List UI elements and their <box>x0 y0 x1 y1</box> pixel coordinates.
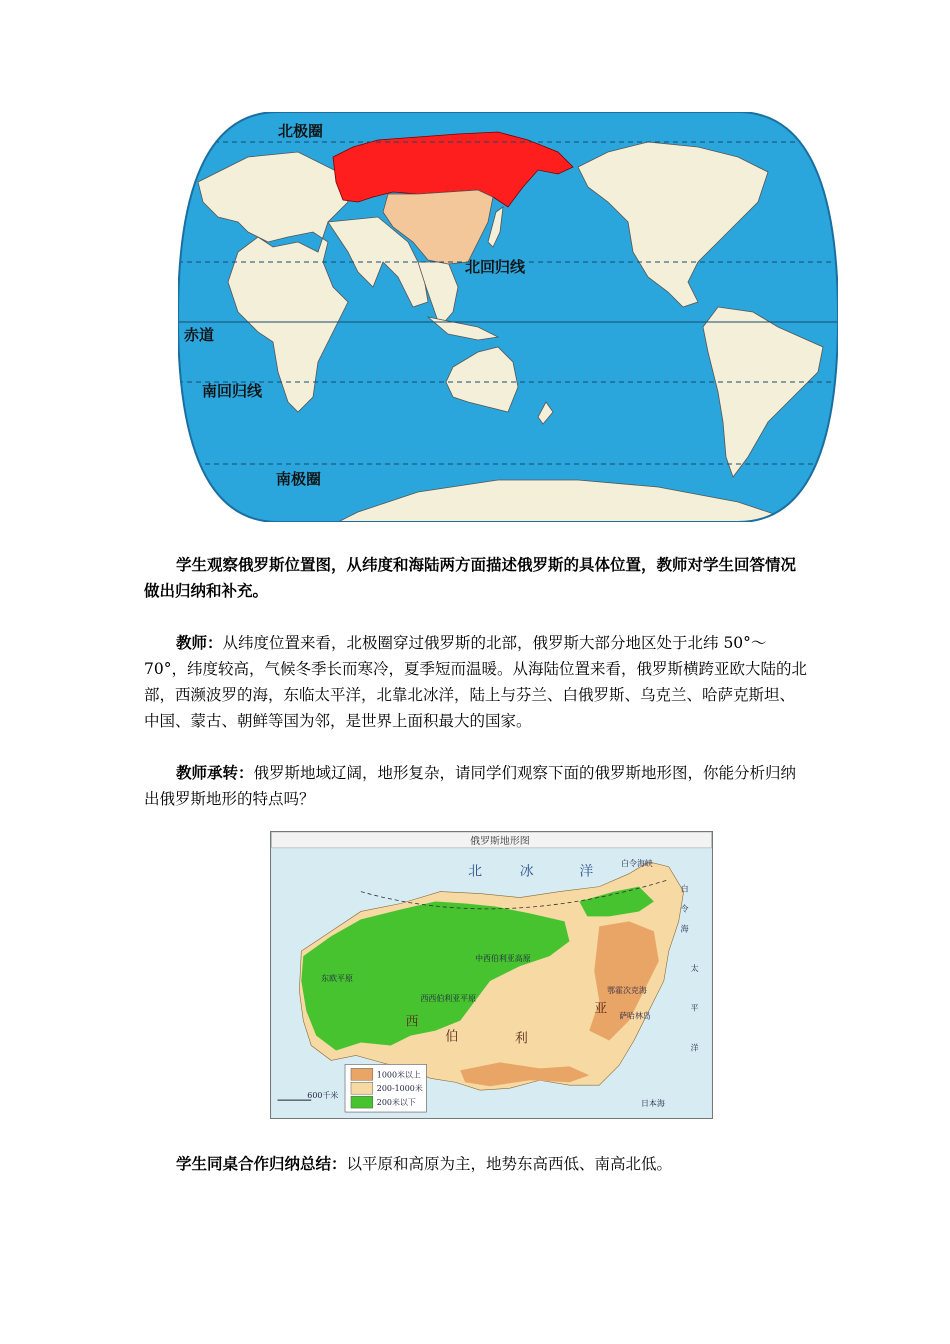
sakhalin-label: 萨哈林岛 <box>619 1011 651 1021</box>
pacific-label-1: 太 <box>690 964 699 974</box>
summary-label: 学生同桌合作归纳总结： <box>176 1154 347 1173</box>
russia-terrain-map <box>270 831 713 1119</box>
east-europe-plain-label: 东欧平原 <box>321 973 353 983</box>
legend-label-mid: 200-1000米 <box>376 1084 423 1094</box>
scale-label: 600千米 <box>307 1091 339 1101</box>
paragraph-summary <box>144 1151 809 1177</box>
japan-sea-label: 日本海 <box>640 1099 665 1109</box>
teacher-text: 从纬度位置来看，北极圈穿过俄罗斯的北部，俄罗斯大部分地区处于北纬 50°～70°，纬度较高，气候冬季长而寒冷，夏季短而温暖。从海陆位置来看，俄罗斯横跨亚欧大陆的北部，西濒波罗的海，东临太平洋，北靠北冰洋，陆上与芬兰、白俄罗斯、乌克兰、哈萨克斯坦、中国、蒙古、朝鲜等国为邻，是世界上面积最大的国家。 <box>144 634 807 730</box>
legend-swatch-mid <box>351 1082 373 1094</box>
okhotsk-label: 鄂霍次克海 <box>607 985 647 995</box>
terrain-map-title: 俄罗斯地形图 <box>470 835 530 847</box>
tropic-of-cancer-label: 北回归线 <box>465 258 526 276</box>
legend-swatch-high <box>351 1068 373 1080</box>
central-siberian-plateau-label: 中西伯利亚高原 <box>475 954 531 964</box>
arctic-ocean-label-1: 北 <box>468 863 483 880</box>
bering-sea-label-3: 海 <box>680 924 689 934</box>
siberia-label-2: 伯 <box>445 1029 459 1045</box>
paragraph-transition <box>144 760 809 812</box>
siberia-label-1: 西 <box>405 1014 419 1030</box>
siberia-label-3: 利 <box>514 1031 528 1047</box>
antarctic-circle-label: 南极圈 <box>276 470 322 488</box>
pacific-label-2: 平 <box>690 1003 699 1013</box>
arctic-circle-label: 北极圈 <box>278 122 324 140</box>
paragraph-observe: 学生观察俄罗斯位置图，从纬度和海陆两方面描述俄罗斯的具体位置，教师对学生回答情况做出归纳和补充。 <box>144 555 797 600</box>
bering-strait-label: 白令海峡 <box>621 858 653 868</box>
bering-sea-label-2: 令 <box>680 904 689 914</box>
siberia-label-4: 亚 <box>594 1001 608 1017</box>
legend-label-high: 1000米以上 <box>376 1070 421 1080</box>
summary-text: 以平原和高原为主，地势东高西低、南高北低。 <box>346 1155 673 1173</box>
arctic-ocean-label-2: 冰 <box>519 863 534 880</box>
tropic-of-capricorn-label: 南回归线 <box>202 382 263 400</box>
teacher-label: 教师： <box>176 633 223 652</box>
transition-text: 俄罗斯地域辽阔，地形复杂，请同学们观察下面的俄罗斯地形图，你能分析归纳出俄罗斯地形的特点吗？ <box>144 764 797 808</box>
west-siberian-plain-label: 西西伯利亚平原 <box>420 993 477 1003</box>
paragraph-teacher <box>144 630 809 734</box>
transition-label: 教师承转： <box>176 763 254 782</box>
bering-sea-label-1: 白 <box>680 884 689 894</box>
pacific-label-3: 洋 <box>690 1043 699 1053</box>
equator-label: 赤道 <box>184 326 215 344</box>
terrain-legend <box>345 1064 426 1112</box>
legend-label-low: 200米以下 <box>376 1098 416 1108</box>
world-location-map <box>178 112 838 522</box>
arctic-ocean-label-3: 洋 <box>579 863 594 880</box>
legend-swatch-low <box>351 1096 373 1108</box>
